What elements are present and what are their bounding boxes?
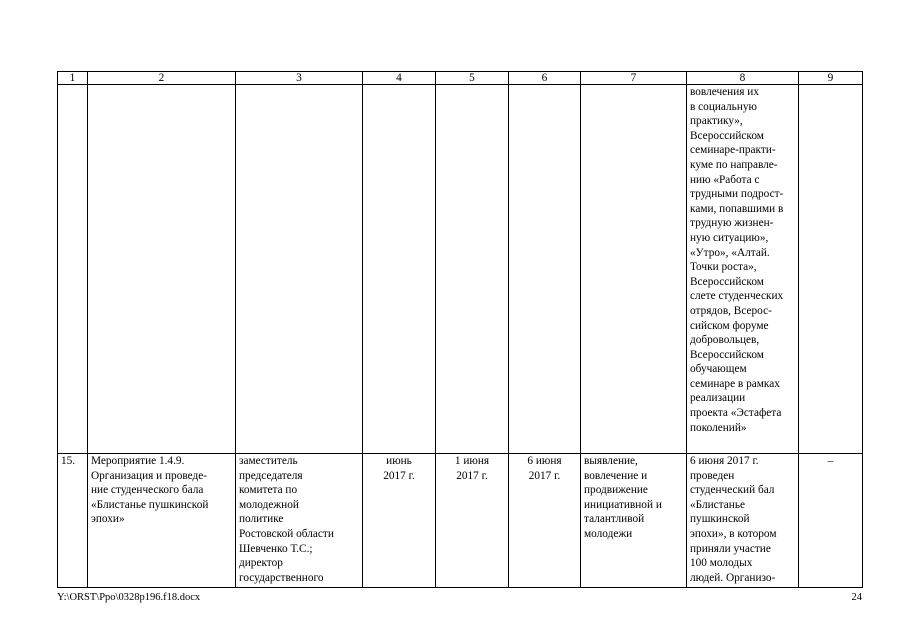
column-number: 4 <box>363 72 436 85</box>
column-number: 6 <box>509 72 581 85</box>
table-cell <box>236 85 363 454</box>
events-table <box>57 71 863 588</box>
result-cell: вовлечения их в социальную практику», Всероссийском семинаре-практи- куме по направле- нию «Работа с трудными подрост- ками, попавшими в трудную жизнен- ную ситуацию», «Утро», «Алтай. Точки роста», Всероссийском слете студенческих отрядов, Всерос- сийском форуме добровольцев, Всероссийском обучающем семинаре в рамках реализации проекта «Эстафета поколений» <box>687 85 799 454</box>
column-number: 5 <box>436 72 509 85</box>
column-number: 1 <box>58 72 88 85</box>
column-number-row <box>58 72 863 85</box>
table-row-continued <box>58 85 863 454</box>
event-name-cell: Мероприятие 1.4.9. Организация и проведе- ние студенческого бала «Блистанье пушкинской эпохи» <box>88 454 236 588</box>
column-number: 2 <box>88 72 236 85</box>
column-number: 3 <box>236 72 363 85</box>
note-cell: – <box>799 454 863 588</box>
table-cell <box>436 85 509 454</box>
start-date-cell: 1 июня 2017 г. <box>436 454 509 588</box>
table-cell <box>88 85 236 454</box>
table-cell <box>799 85 863 454</box>
responsible-cell: заместитель председателя комитета по молодежной политике Ростовской области Шевченко Т.С.; директор государственного <box>236 454 363 588</box>
row-number-cell: 15. <box>58 454 88 588</box>
file-path-footer: Y:\ORST\Ppo\0328p196.f18.docx <box>57 592 201 603</box>
page-number: 24 <box>851 592 862 603</box>
column-number: 8 <box>687 72 799 85</box>
table-cell <box>363 85 436 454</box>
table-cell <box>58 85 88 454</box>
column-number: 7 <box>581 72 687 85</box>
table-row-15 <box>58 454 863 588</box>
table-cell <box>581 85 687 454</box>
table-cell <box>509 85 581 454</box>
end-date-cell: 6 июня 2017 г. <box>509 454 581 588</box>
expected-result-cell: выявление, вовлечение и продвижение инициативной и талантливой молодежи <box>581 454 687 588</box>
planned-date-cell: июнь 2017 г. <box>363 454 436 588</box>
actual-result-cell: 6 июня 2017 г. проведен студенческий бал «Блистанье пушкинской эпохи», в котором приняли участие 100 молодых людей. Организо- <box>687 454 799 588</box>
column-number: 9 <box>799 72 863 85</box>
